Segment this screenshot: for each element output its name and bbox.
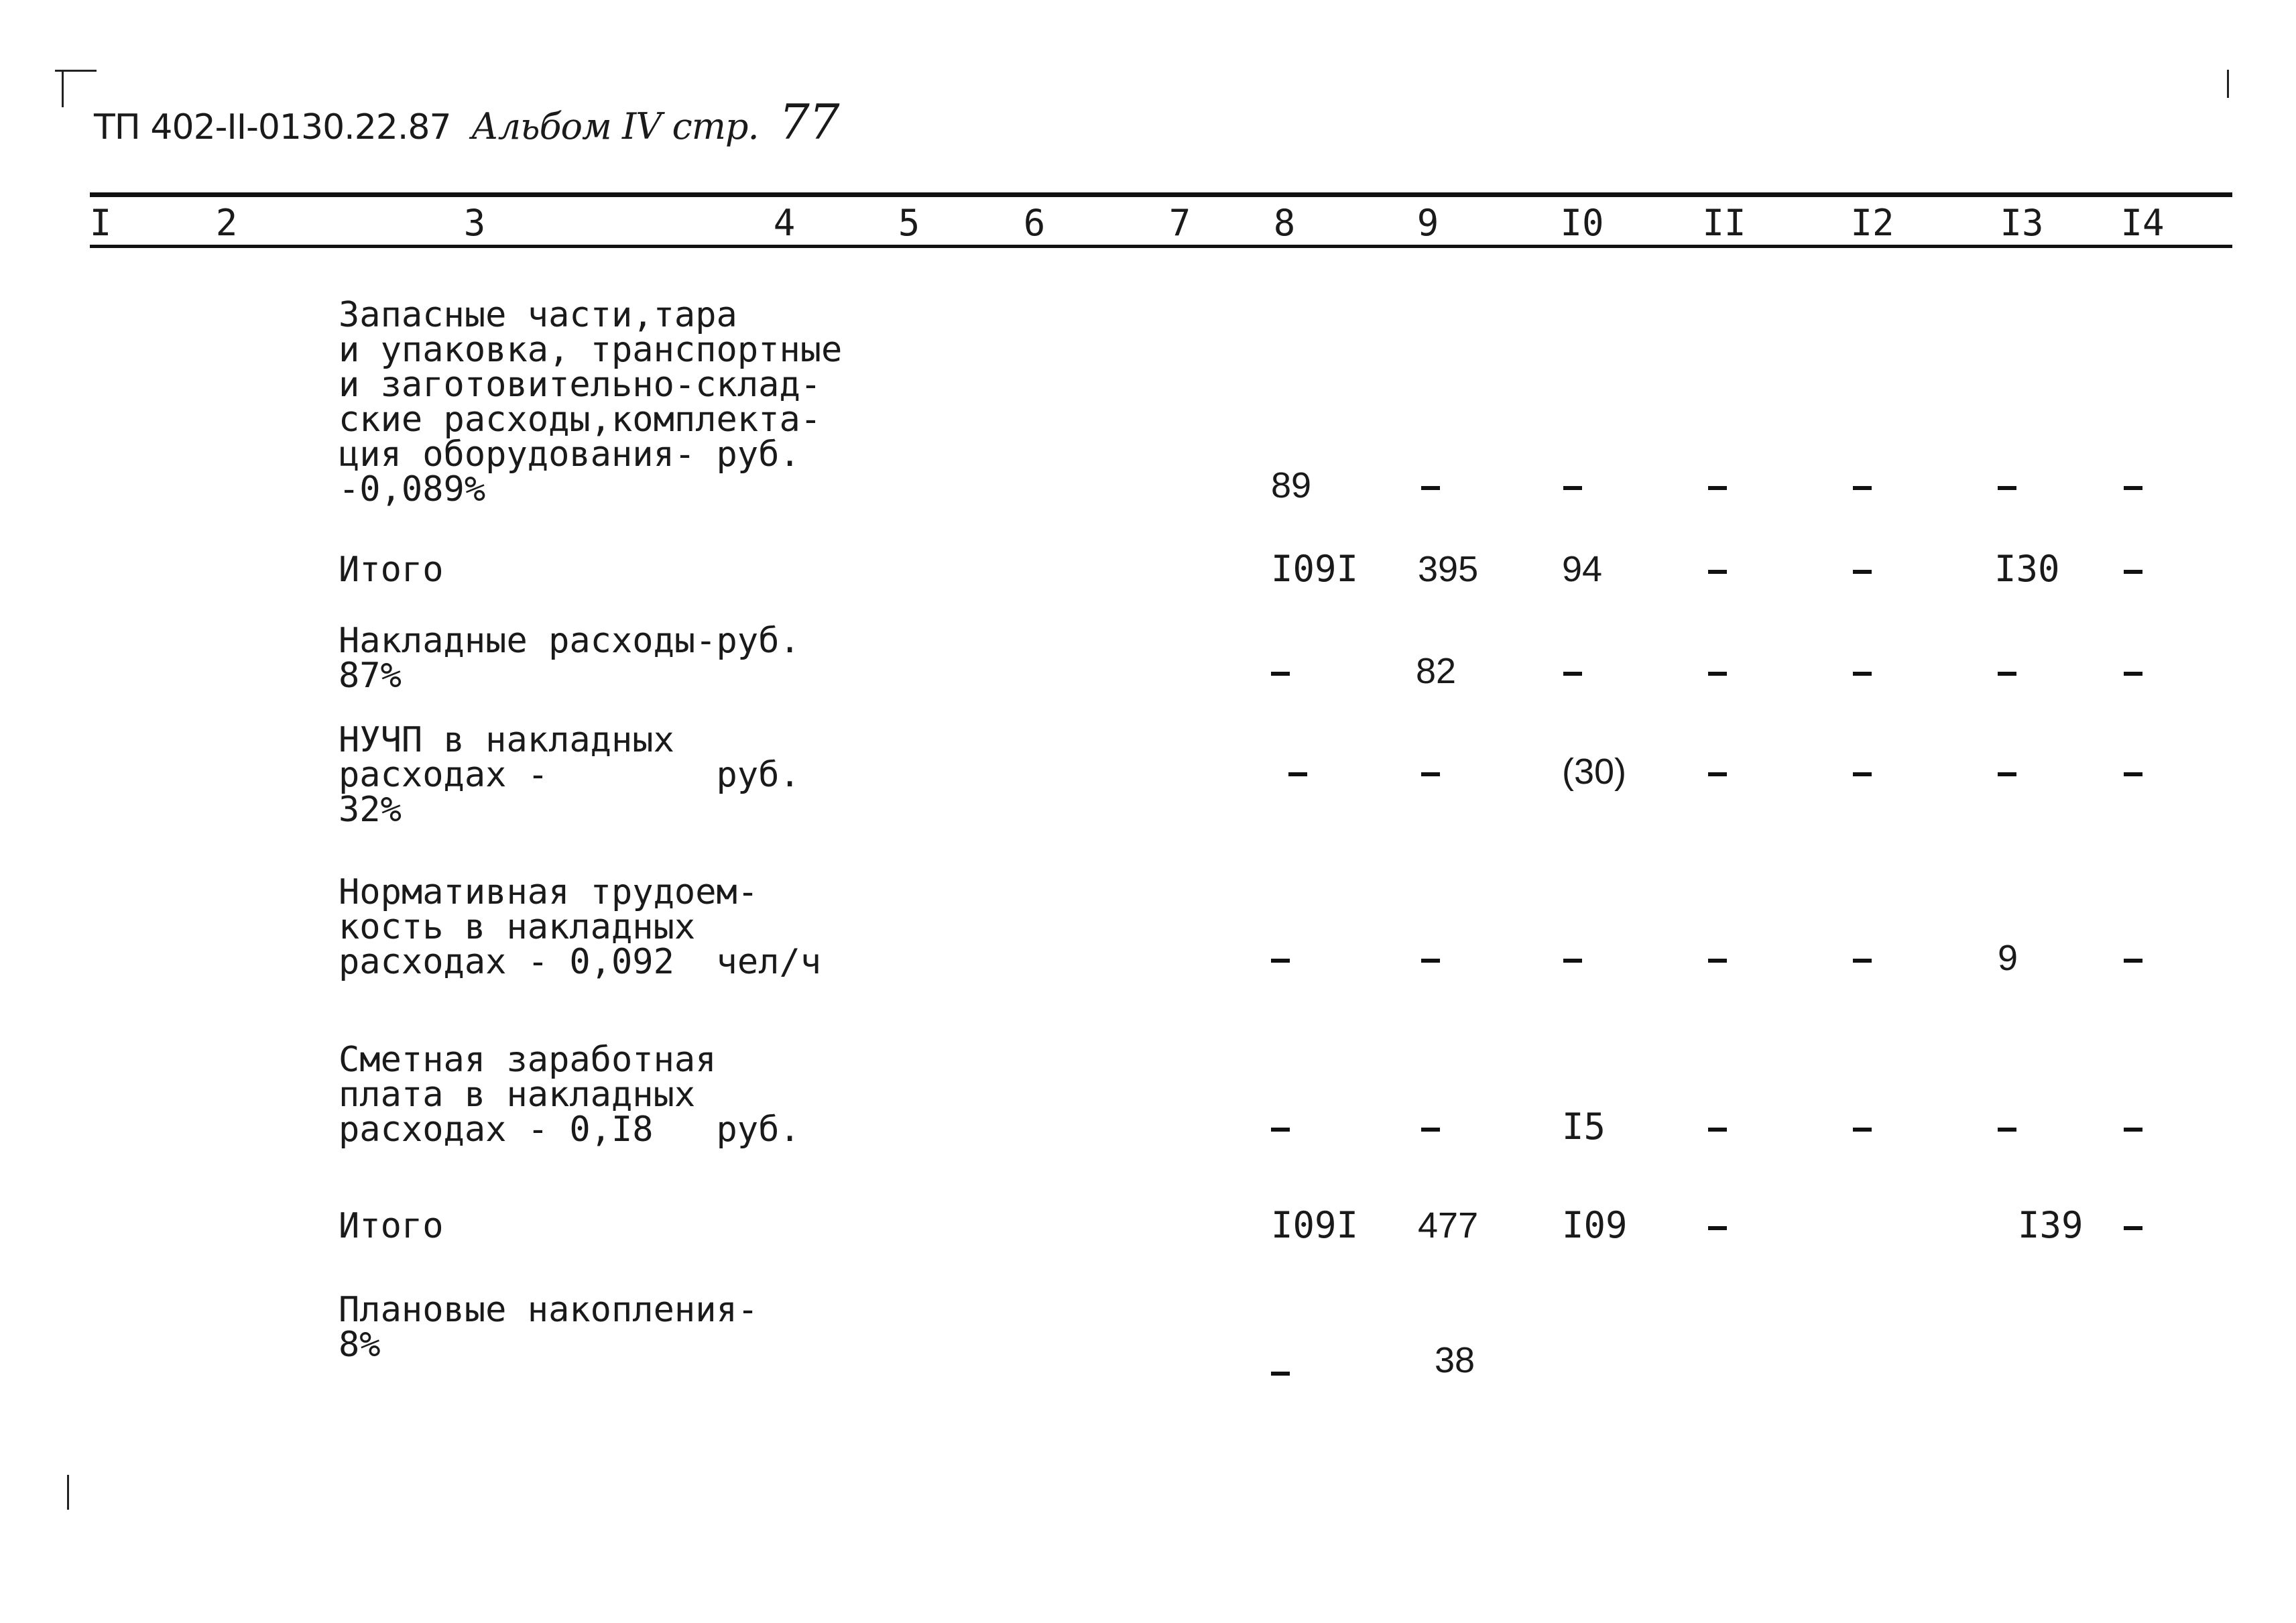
column-number: 4 <box>773 202 796 244</box>
row-value-dash <box>1563 959 1582 963</box>
column-number: 7 <box>1168 202 1191 244</box>
row-value-dash <box>1998 1128 2016 1132</box>
row-value-dash <box>1421 959 1440 963</box>
row-value-dash <box>2124 486 2142 490</box>
row-label: Итого <box>339 1206 444 1246</box>
row-value-dash <box>1708 772 1727 776</box>
row-value-dash <box>1708 1128 1727 1132</box>
page-number: 77 <box>778 94 839 150</box>
row-value: 94 <box>1562 549 1603 589</box>
row-value-dash <box>1853 1128 1872 1132</box>
row-value: 38 <box>1435 1340 1475 1380</box>
row-label: Плановые накопления- 8% <box>339 1290 759 1365</box>
row-value: I30 <box>1994 548 2060 590</box>
row-value-dash <box>1708 1226 1727 1230</box>
row-value-dash <box>1421 772 1440 776</box>
row-value-dash <box>2124 570 2142 574</box>
row-value-dash <box>1998 772 2016 776</box>
row-value-dash <box>1421 1128 1440 1132</box>
column-number: I0 <box>1560 202 1604 244</box>
row-value: I39 <box>2018 1204 2083 1246</box>
row-value-dash <box>1563 672 1582 676</box>
row-value: I09I <box>1271 1204 1359 1246</box>
corner-mark-top-right <box>2227 70 2229 98</box>
row-value-dash <box>1853 486 1872 490</box>
row-value-dash <box>2124 672 2142 676</box>
document-header <box>94 94 839 150</box>
row-value: 395 <box>1418 549 1479 589</box>
row-value: 9 <box>1998 938 2018 978</box>
row-value-dash <box>1708 672 1727 676</box>
row-label: Запасные части,тара и упаковка, транспортные и заготовительно-склад- ские расходы,комплекта- ция оборудования- руб. -0,089% <box>339 295 843 509</box>
column-number: I3 <box>2000 202 2044 244</box>
table-top-rule <box>90 192 2232 197</box>
row-value-dash <box>1998 672 2016 676</box>
row-value-dash <box>1853 570 1872 574</box>
document-code: ТП 402-II-0130.22.87 <box>94 107 451 147</box>
row-value-dash <box>2124 959 2142 963</box>
row-value: 89 <box>1271 465 1312 505</box>
corner-mark-top-left-v <box>62 70 64 107</box>
table-header-rule <box>90 245 2232 248</box>
row-value-dash <box>1271 672 1290 676</box>
row-value: I5 <box>1562 1105 1606 1148</box>
column-number: 8 <box>1273 202 1296 244</box>
row-value: I09 <box>1562 1204 1628 1246</box>
column-number: 3 <box>463 202 486 244</box>
row-value-dash <box>1708 486 1727 490</box>
column-number: 5 <box>898 202 920 244</box>
row-value-dash <box>1271 959 1290 963</box>
column-number: I <box>89 202 112 244</box>
row-value-dash <box>1271 1372 1290 1376</box>
row-label: Итого <box>339 550 444 590</box>
row-label: Накладные расходы-руб. 87% <box>339 621 800 696</box>
column-number: I4 <box>2120 202 2165 244</box>
row-value-dash <box>1708 570 1727 574</box>
column-number: 2 <box>215 202 238 244</box>
column-number: 9 <box>1416 202 1439 244</box>
row-value-dash <box>1853 959 1872 963</box>
row-value: (30) <box>1562 752 1627 792</box>
row-value-dash <box>2124 772 2142 776</box>
column-number: II <box>1702 202 1746 244</box>
row-label: НУЧП в накладных расходах - руб. 32% <box>339 720 800 830</box>
column-number: 6 <box>1023 202 1046 244</box>
row-value-dash <box>1853 772 1872 776</box>
row-value-dash <box>2124 1226 2142 1230</box>
row-value-dash <box>1288 772 1307 776</box>
row-value-dash <box>1421 486 1440 490</box>
row-value: 477 <box>1418 1205 1479 1246</box>
row-label: Сметная заработная плата в накладных расходах - 0,I8 руб. <box>339 1040 800 1150</box>
row-label: Нормативная трудоем- кость в накладных расходах - 0,092 чел/ч <box>339 872 822 982</box>
row-value-dash <box>1853 672 1872 676</box>
album-reference: Альбом IV стр. <box>471 105 759 147</box>
corner-mark-bottom-left <box>67 1475 69 1510</box>
row-value-dash <box>1708 959 1727 963</box>
row-value-dash <box>1998 486 2016 490</box>
row-value-dash <box>1563 486 1582 490</box>
row-value: 82 <box>1416 651 1457 691</box>
row-value-dash <box>2124 1128 2142 1132</box>
row-value: I09I <box>1271 548 1359 590</box>
row-value-dash <box>1271 1128 1290 1132</box>
column-number: I2 <box>1850 202 1894 244</box>
